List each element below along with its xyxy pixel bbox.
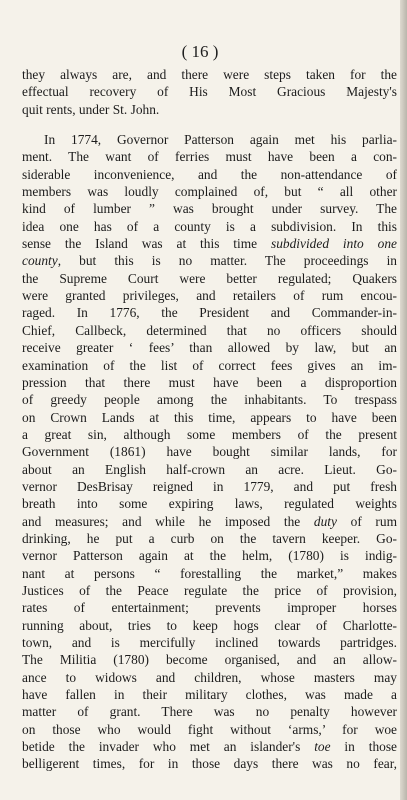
- text-line: ment. The want of ferries must have been a con-: [22, 149, 397, 165]
- text-line: pression that there must have been a disproportion: [22, 374, 397, 390]
- text-line: town, and is mercifully inclined towards partridges.: [22, 635, 397, 650]
- text-line: running about, tries to keep hogs clear of Charlotte-: [22, 617, 397, 633]
- text-segment: , but this is no matter. The proceedings in: [57, 253, 397, 269]
- text-line: rates of entertainment; prevents improper horses: [22, 600, 397, 616]
- text-line: about an English half-crown an acre. Lieut. Go-: [22, 461, 397, 477]
- italic-text: toe: [314, 739, 331, 755]
- page-number: ( 16 ): [181, 42, 219, 61]
- text-line: effectual recovery of His Most Gracious Majesty's: [22, 84, 397, 100]
- text-line: quit rents, under St. John.: [22, 101, 160, 117]
- text-line: of greedy people among the inhabitants. To trespass: [22, 392, 397, 408]
- text-line: a great sin, although some members of the present: [22, 426, 397, 442]
- body-text: [22, 66, 397, 773]
- text-line: [22, 252, 397, 269]
- text-line: Justices of the Peace regulate the price of provision,: [22, 582, 397, 598]
- page-edge-shadow: [400, 0, 407, 800]
- text-line: receive greater ‘ fees’ than allowed by law, but an: [22, 340, 397, 356]
- text-segment: betide the invader who met an islander's: [22, 739, 315, 755]
- text-line: In 1774, Governor Patterson again met his parlia-: [44, 132, 397, 148]
- text-line: nant at persons “ forestalling the market,” makes: [22, 565, 397, 581]
- text-line: matter of grant. There was no penalty however: [22, 704, 397, 720]
- text-line: The Militia (1780) become organised, and an allow-: [22, 652, 397, 668]
- text-line: [22, 235, 397, 252]
- text-line: raged. In 1776, the President and Commander-in-: [22, 305, 397, 321]
- text-line: breath into some expiring laws, regulated weights: [22, 496, 397, 512]
- italic-text: duty: [313, 513, 337, 529]
- text-line: Government (1861) have bought similar lands, for: [22, 444, 397, 460]
- text-line: have fallen in their military clothes, was made a: [22, 687, 397, 703]
- text-line: [22, 513, 397, 530]
- italic-text: subdivided into one: [271, 236, 397, 252]
- text-line: [22, 738, 397, 755]
- italic-text: county: [22, 253, 58, 269]
- text-line: they always are, and there were steps taken for the: [22, 67, 397, 82]
- text-line: examination of the list of correct fees gives an im-: [22, 357, 397, 373]
- text-line: drinking, he put a curb on the tavern keeper. Go-: [22, 530, 397, 546]
- text-line: on Crown Lands at this time, appears to have been: [22, 409, 397, 425]
- text-line: idea one has of a county is a subdivision. In this: [22, 218, 397, 234]
- paragraph-1: [22, 66, 397, 118]
- text-line: Chief, Callbeck, determined that no officers should: [22, 322, 397, 338]
- text-line: siderable inconvenience, and the non-attendance of: [22, 166, 397, 182]
- text-segment: of rum: [336, 513, 397, 529]
- text-line: kind of lumber ” was brought under survey. The: [22, 201, 397, 217]
- text-line: ance to widows and children, whose masters may: [22, 669, 397, 685]
- text-line: belligerent times, for in those days there was no fear,: [22, 756, 397, 772]
- text-line: vernor DesBrisay reigned in 1779, and put fresh: [22, 478, 397, 494]
- text-line: on those who would fight without ‘arms,’ for woe: [22, 721, 397, 737]
- text-line: the Supreme Court were better regulated; Quakers: [22, 270, 397, 286]
- paragraph-2: [22, 131, 397, 773]
- text-line: vernor Patterson again at the helm, (1780) is indig-: [22, 548, 397, 564]
- text-line: members was loudly complained of, but “ all other: [22, 184, 397, 200]
- paragraph-gap: [22, 118, 397, 131]
- text-segment: in those: [330, 739, 397, 755]
- text-segment: and measures; and while he imposed the: [22, 513, 314, 529]
- text-segment: sense the Island was at this time: [22, 236, 271, 252]
- text-line: were granted privileges, and retailers of rum encou-: [22, 288, 397, 304]
